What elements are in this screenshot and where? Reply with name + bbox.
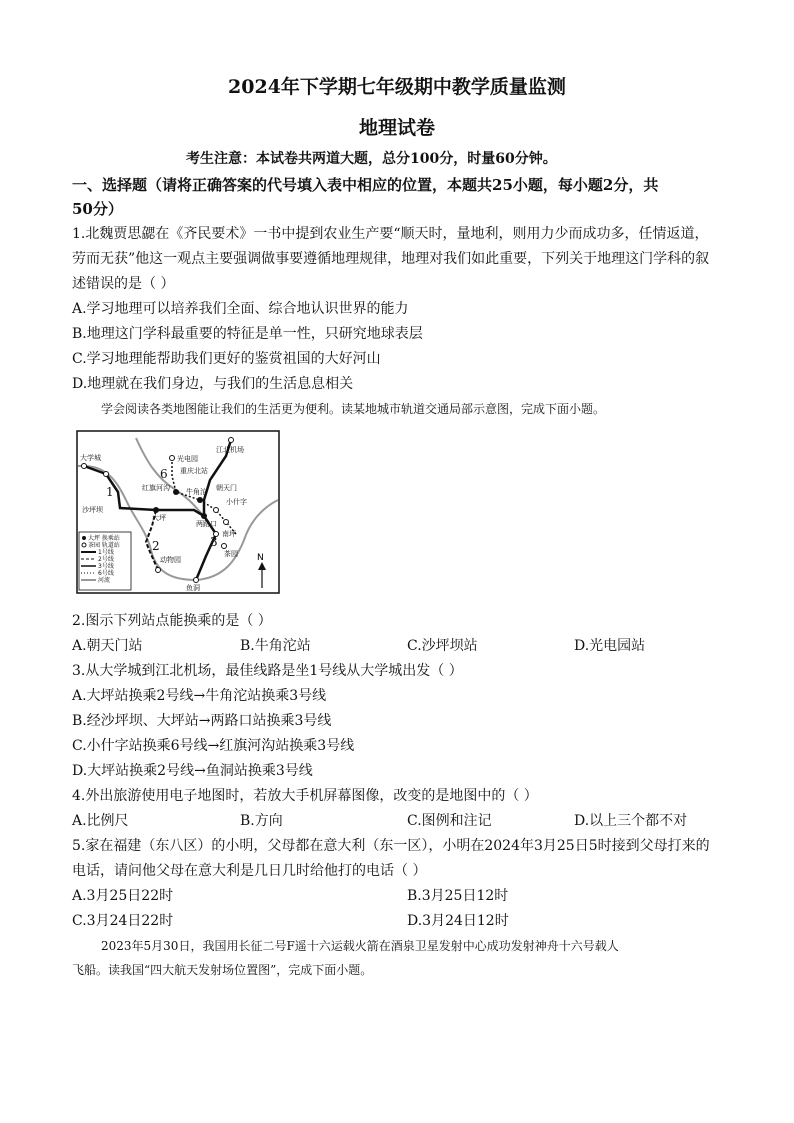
label-shapingba: 沙坪坝 bbox=[82, 506, 103, 514]
label-guangdianyuan: 光电园 bbox=[177, 455, 198, 463]
station-daxuecheng bbox=[82, 464, 87, 469]
station-yudong bbox=[194, 578, 199, 583]
label-daxuecheng: 大学城 bbox=[80, 454, 101, 462]
station-jiangbei-airport bbox=[229, 438, 234, 443]
station-lianglukou bbox=[201, 513, 207, 519]
q3-option-c: C.小什字站换乘6号线→红旗河沟站换乘3号线 bbox=[72, 738, 355, 754]
label-dongwuyuan: 动物园 bbox=[160, 556, 181, 564]
station-guangdianyuan bbox=[170, 456, 175, 461]
station-niujiaotuo bbox=[197, 497, 203, 503]
q1-option-d: D.地理就在我们身边，与我们的生活息息相关 bbox=[72, 376, 354, 392]
legend-river: 河流 bbox=[98, 577, 111, 584]
q2-option-c: C.沙坪坝站 bbox=[407, 638, 478, 654]
q5-stem-line: 电话，请问他父母在意大利是几日几时给他打的电话（ ） bbox=[72, 863, 427, 879]
q1-option-c: C.学习地理能帮助我们更好的鉴赏祖国的大好河山 bbox=[72, 351, 381, 367]
q5-option-a: A.3月25日22时 bbox=[72, 888, 174, 904]
legend-line1: 1号线 bbox=[98, 549, 114, 556]
q2-option-d: D.光电园站 bbox=[574, 638, 646, 654]
legend-line3: 3号线 bbox=[98, 563, 114, 570]
launch-intro: 2023年5月30日，我国用长征二号F遥十六运载火箭在酒泉卫星发射中心成功发射神舟十六号载人 bbox=[101, 939, 619, 953]
label-chayuan: 茶园 bbox=[224, 550, 238, 558]
q3-option-a: A.大坪站换乘2号线→牛角沱站换乘3号线 bbox=[72, 688, 327, 704]
q4-option-d: D.以上三个都不对 bbox=[574, 813, 688, 829]
q5-stem-line: 5.家在福建（东八区）的小明，父母都在意大利（东一区），小明在2024年3月25日5时接到父母打来的 bbox=[72, 838, 710, 854]
label-chongqingbeizhan: 重庆北站 bbox=[180, 467, 208, 475]
q3-stem: 3.从大学城到江北机场，最佳线路是坐1号线从大学城出发（ ） bbox=[72, 663, 463, 679]
map-intro: 学会阅读各类地图能让我们的生活更为便利。读某地城市轨道交通局部示意图，完成下面小题。 bbox=[101, 402, 606, 416]
legend-transfer: 大坪 换乘站 bbox=[88, 535, 120, 542]
legend-station: 茶园 轨道站 bbox=[88, 542, 120, 549]
q5-option-c: C.3月24日22时 bbox=[72, 913, 174, 929]
q1-stem-line: 1.北魏贾思勰在《齐民要术》一书中提到农业生产要“顺天时，量地利，则用力少而成功多，任情返道， bbox=[72, 226, 709, 242]
label-jiangbei-airport: 江北机场 bbox=[216, 446, 244, 454]
station-daping bbox=[153, 507, 159, 513]
legend-line6: 6号线 bbox=[98, 570, 114, 577]
page-subtitle: 地理试卷 bbox=[358, 117, 435, 139]
q3-option-b: B.经沙坪坝、大坪站→两路口站换乘3号线 bbox=[72, 713, 332, 729]
q2-stem: 2.图示下列站点能换乘的是（ ） bbox=[72, 613, 272, 629]
q4-stem: 4.外出旅游使用电子地图时，若放大手机屏幕图像，改变的是地图中的（ ） bbox=[72, 788, 538, 804]
svg-text:N: N bbox=[257, 553, 264, 563]
label-niujiaotuo: 牛角沱 bbox=[186, 488, 207, 496]
station-dongwuyuan bbox=[156, 568, 161, 573]
q1-option-a: A.学习地理可以培养我们全面、综合地认识世界的能力 bbox=[72, 301, 409, 317]
label-daping: 大坪 bbox=[152, 514, 166, 522]
q1-stem-line: 述错误的是（ ） bbox=[72, 276, 175, 292]
section-heading-cont: 50分） bbox=[72, 200, 123, 218]
station-hongqihegou bbox=[173, 489, 179, 495]
station-chayuan bbox=[222, 544, 227, 549]
label-lianglukou: 两路口 bbox=[196, 520, 217, 528]
launch-intro-cont: 飞船。读我国“四大航天发射场位置图”，完成下面小题。 bbox=[72, 963, 373, 977]
q3-option-d: D.大坪站换乘2号线→鱼洞站换乘3号线 bbox=[72, 763, 313, 779]
station-shapingba bbox=[104, 472, 109, 477]
legend-line2: 2号线 bbox=[98, 556, 114, 563]
line-number-1: 1 bbox=[106, 485, 114, 499]
label-yudong: 鱼洞 bbox=[186, 584, 200, 592]
q2-option-b: B.牛角沱站 bbox=[240, 638, 311, 654]
exam-notice: 考生注意：本试卷共两道大题，总分100分，时量60分钟。 bbox=[186, 151, 557, 167]
metro-map bbox=[76, 430, 280, 594]
q4-option-a: A.比例尺 bbox=[72, 813, 129, 829]
q4-option-b: B.方向 bbox=[240, 813, 283, 829]
q1-option-b: B.地理这门学科最重要的特征是单一性，只研究地球表层 bbox=[72, 326, 423, 342]
label-chaotianmen: 朝天门 bbox=[216, 484, 237, 492]
q5-option-b: B.3月25日12时 bbox=[407, 888, 509, 904]
section-heading: 一、选择题（请将正确答案的代号填入表中相应的位置，本题共25小题，每小题2分，共 bbox=[72, 176, 659, 194]
label-nanping: 南坪 bbox=[222, 530, 236, 538]
q2-option-a: A.朝天门站 bbox=[72, 638, 143, 654]
label-xiaoshizi: 小什字 bbox=[226, 498, 247, 506]
page-title: 2024年下学期七年级期中教学质量监测 bbox=[228, 76, 566, 98]
station-xiaoshizi bbox=[224, 520, 229, 525]
q5-option-d: D.3月24日12时 bbox=[407, 913, 509, 929]
line-number-3: 3 bbox=[210, 535, 218, 549]
line-number-6: 6 bbox=[160, 467, 168, 481]
station-chaotianmen bbox=[214, 508, 219, 513]
line-number-2: 2 bbox=[152, 539, 160, 553]
q4-option-c: C.图例和注记 bbox=[407, 813, 492, 829]
label-hongqihegou: 红旗河沟 bbox=[142, 484, 170, 492]
q1-stem-line: 劳而无获”他这一观点主要强调做事要遵循地理规律，地理对我们如此重要，下列关于地理这门学科的叙 bbox=[72, 251, 710, 267]
